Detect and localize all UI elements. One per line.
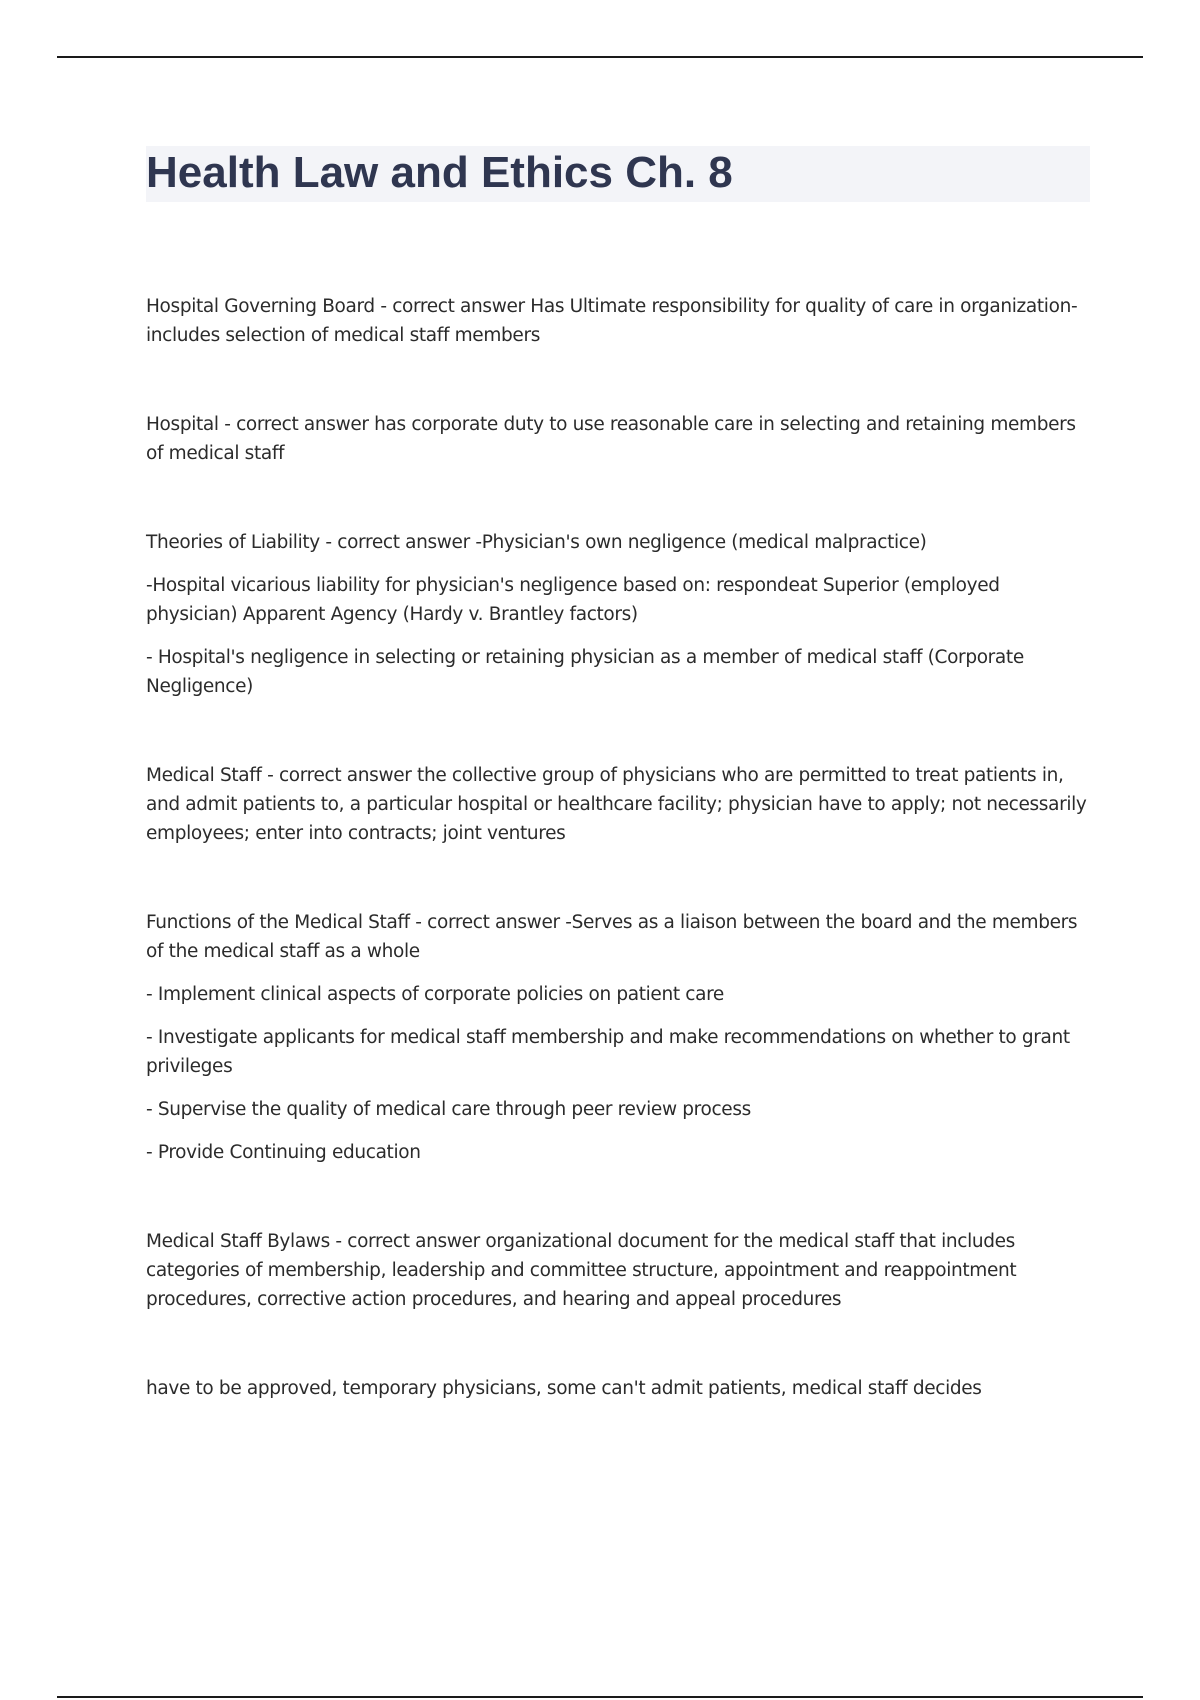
entry-paragraph: - Hospital's negligence in selecting or retaining physician as a member of medical staff (Corporate Negligence) bbox=[146, 647, 1024, 697]
entry-medical-staff-bylaws bbox=[146, 1227, 1090, 1314]
entry-hospital bbox=[146, 410, 1090, 468]
document-body bbox=[146, 292, 1090, 1403]
entry-paragraph: Theories of Liability - correct answer -Physician's own negligence (medical malpractice) bbox=[146, 532, 927, 553]
entry-paragraph: - Supervise the quality of medical care through peer review process bbox=[146, 1099, 751, 1120]
entry-paragraph: - Implement clinical aspects of corporate policies on patient care bbox=[146, 984, 724, 1005]
entry-theories-of-liability bbox=[146, 528, 1090, 701]
entry-hospital-governing-board bbox=[146, 292, 1090, 350]
bottom-rule bbox=[57, 1696, 1143, 1698]
entry-paragraph: Functions of the Medical Staff - correct answer -Serves as a liaison between the board and the members of the medical staff as a whole bbox=[146, 912, 1078, 962]
page-title: Health Law and Ethics Ch. 8 bbox=[146, 148, 733, 197]
entry-paragraph: Medical Staff - correct answer the collective group of physicians who are permitted to treat patients in, and admit patients to, a particular hospital or healthcare facility; physician have to apply; not necessarily employees; enter into contracts; joint ventures bbox=[146, 765, 1087, 844]
entry-paragraph: - Provide Continuing education bbox=[146, 1142, 421, 1163]
entry-note bbox=[146, 1374, 1090, 1403]
entry-paragraph: Hospital - correct answer has corporate duty to use reasonable care in selecting and retaining members of medical staff bbox=[146, 414, 1076, 464]
entry-paragraph: Medical Staff Bylaws - correct answer organizational document for the medical staff that includes categories of membership, leadership and committee structure, appointment and reappointment procedures, corrective action procedures, and hearing and appeal procedures bbox=[146, 1231, 1017, 1310]
entry-functions-of-medical-staff bbox=[146, 908, 1090, 1167]
entry-paragraph: Hospital Governing Board - correct answer Has Ultimate responsibility for quality of care in organization- includes selection of medical staff members bbox=[146, 296, 1078, 346]
entry-paragraph: -Hospital vicarious liability for physician's negligence based on: respondeat Superior (employed physician) Apparent Agency (Hardy v. Brantley factors) bbox=[146, 575, 1000, 625]
top-rule bbox=[57, 56, 1143, 58]
entry-paragraph: - Investigate applicants for medical staff membership and make recommendations on whether to grant privileges bbox=[146, 1027, 1070, 1077]
entry-medical-staff bbox=[146, 761, 1090, 848]
entry-paragraph: have to be approved, temporary physicians, some can't admit patients, medical staff decides bbox=[146, 1378, 982, 1399]
